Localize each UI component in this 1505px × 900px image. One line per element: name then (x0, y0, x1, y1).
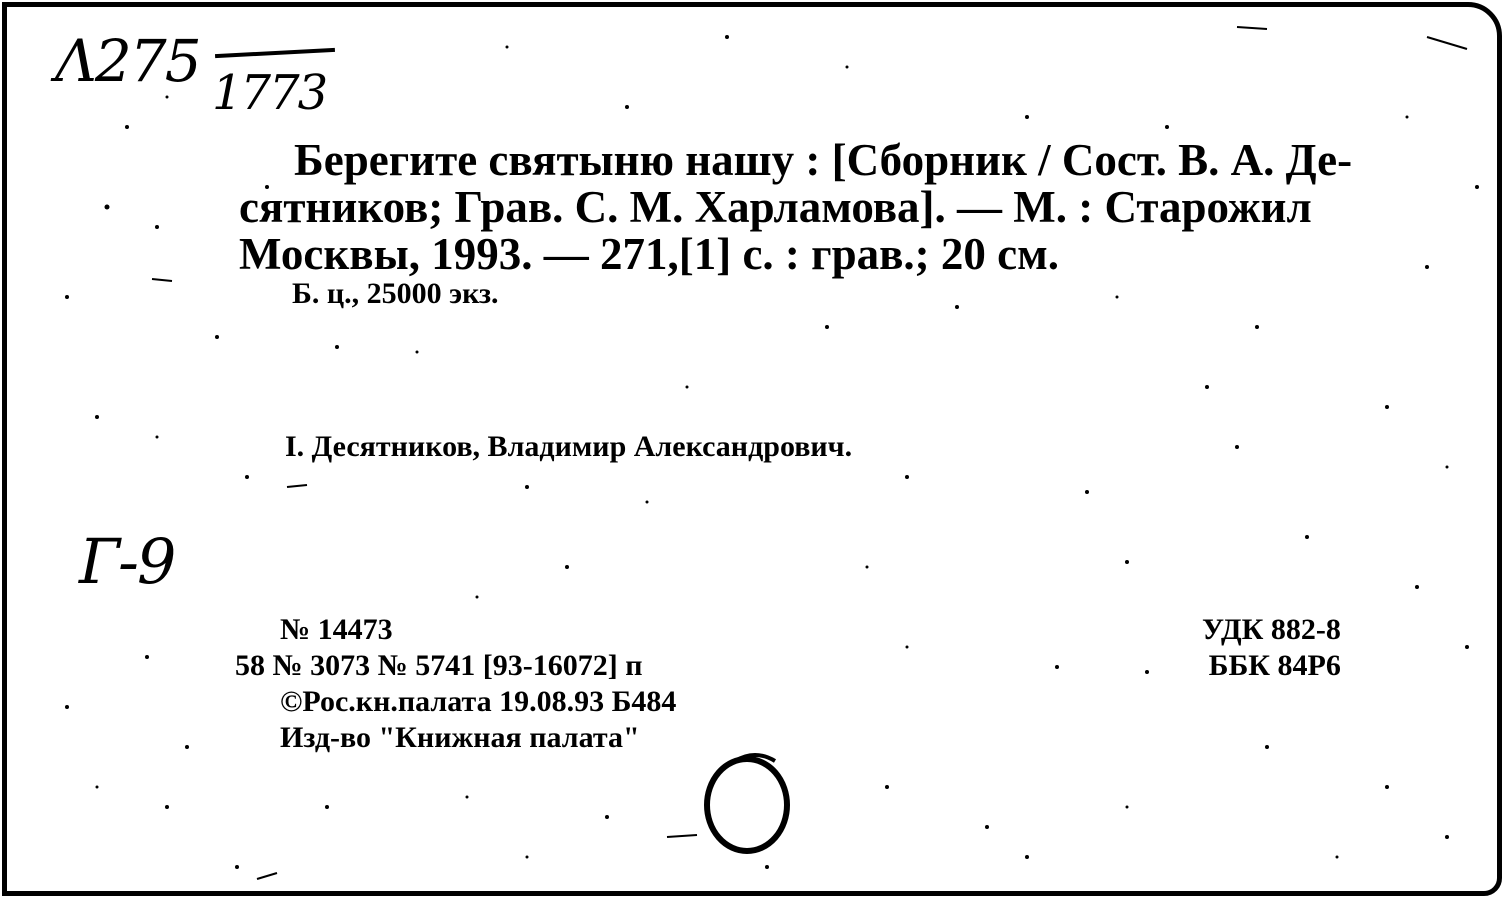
bibliographic-description (239, 137, 1379, 278)
record-number: № 14473 (280, 613, 393, 646)
oval-stamp-mark (695, 747, 805, 857)
description-line-2: сятников; Грав. С. М. Харламова]. — М. : Старожил (239, 182, 1312, 232)
catalog-card (2, 2, 1502, 896)
record-chamber: ©Рос.кн.палата 19.08.93 Б484 (280, 685, 677, 718)
record-info (235, 612, 676, 756)
call-number-b: 1773 (212, 65, 327, 121)
classification (1202, 612, 1341, 684)
bbk-code: ББК 84Р6 (1208, 649, 1341, 682)
call-number-a: Λ275 (55, 27, 200, 95)
record-publisher: Изд-во "Книжная палата" (280, 721, 640, 754)
description-line-1: Берегите святыню нашу : [Сборник / Сост. В. А. Де- (294, 135, 1353, 185)
description-line-3: Москвы, 1993. — 271,[1] с. : грав.; 20 см. (239, 229, 1060, 279)
price-and-circulation: Б. ц., 25000 экз. (292, 277, 499, 310)
udk-code: УДК 882-8 (1202, 613, 1341, 646)
record-codes: 58 № 3073 № 5741 [93-16072] п (235, 649, 643, 682)
handwritten-call-number (55, 27, 200, 95)
handwritten-shelf-mark: Г-9 (79, 525, 175, 598)
added-entry: I. Десятников, Владимир Александрович. (285, 430, 853, 463)
